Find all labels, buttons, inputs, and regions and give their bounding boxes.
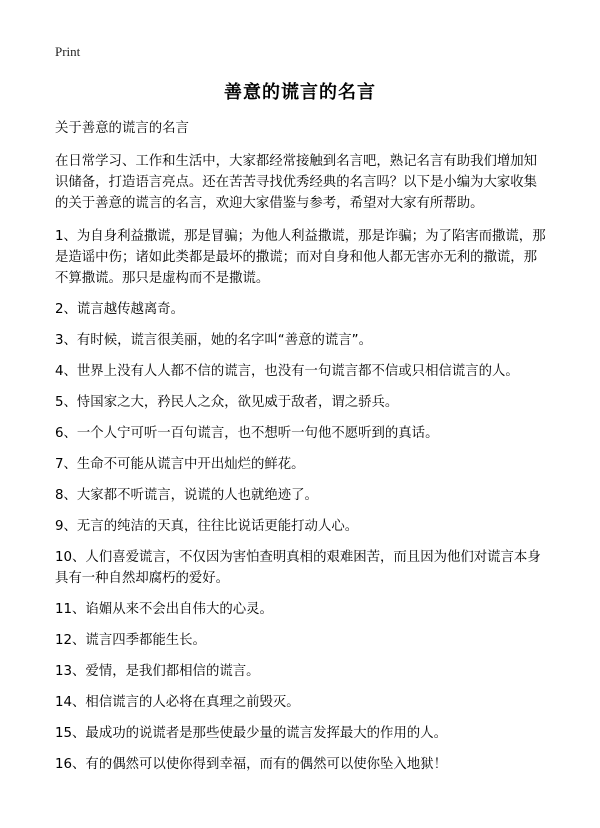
quote-item: 15、最成功的说谎者是那些使最少量的谎言发挥最大的作用的人。: [55, 726, 447, 741]
quote-item: 10、人们喜爱谎言，不仅因为害怕查明真相的艰难困苦，而且因为他们对谎言本身具有一种自然却腐朽的爱好。: [55, 550, 541, 586]
page-title: 善意的谎言的名言: [224, 82, 376, 103]
quote-item: 12、谎言四季都能生长。: [55, 633, 206, 648]
quote-item: 11、谄媚从来不会出自伟大的心灵。: [55, 602, 273, 617]
print-label: Print: [55, 44, 81, 59]
document-body: [55, 118, 548, 785]
quote-item: 2、谎言越传越离奇。: [55, 302, 185, 317]
intro-paragraph: 在日常学习、工作和生活中，大家都经常接触到名言吧，熟记名言有助我们增加知识储备，打造语言亮点。还在苦苦寻找优秀经典的名言吗？以下是小编为大家收集的关于善意的谎言的名言，欢迎大家借鉴与参考，希望对大家有所帮助。: [55, 154, 538, 211]
quote-item: 6、一个人宁可听一百句谎言，也不想听一句他不愿听到的真话。: [55, 426, 439, 441]
quote-item: 3、有时候，谎言很美丽，她的名字叫“善意的谎言”。: [55, 333, 372, 348]
document-subtitle: 关于善意的谎言的名言: [55, 121, 189, 136]
quote-item: 4、世界上没有人人都不信的谎言，也没有一句谎言都不信或只相信谎言的人。: [55, 364, 519, 379]
quote-item: 8、大家都不听谎言，说谎的人也就绝迹了。: [55, 488, 318, 503]
quote-item: 16、有的偶然可以使你得到幸福，而有的偶然可以使你坠入地狱！: [55, 757, 447, 772]
quote-item: 5、恃国家之大，矜民人之众，欲见威于敌者，谓之骄兵。: [55, 395, 399, 410]
quote-item: 1、为自身利益撒谎，那是冒骗；为他人利益撒谎，那是诈骗；为了陷害而撒谎，那是造谣中伤；诸如此类都是最坏的撒谎；而对自身和他人都无害亦无利的撒谎，那不算撒谎。那只是虚构而不是撒谎。: [55, 229, 546, 286]
quote-item: 7、生命不可能从谎言中开出灿烂的鲜花。: [55, 457, 305, 472]
quote-item: 14、相信谎言的人必将在真理之前毁灭。: [55, 695, 300, 710]
quote-item: 9、无言的纯洁的天真，往往比说话更能打动人心。: [55, 519, 359, 534]
quote-item: 13、爱情，是我们都相信的谎言。: [55, 664, 260, 679]
